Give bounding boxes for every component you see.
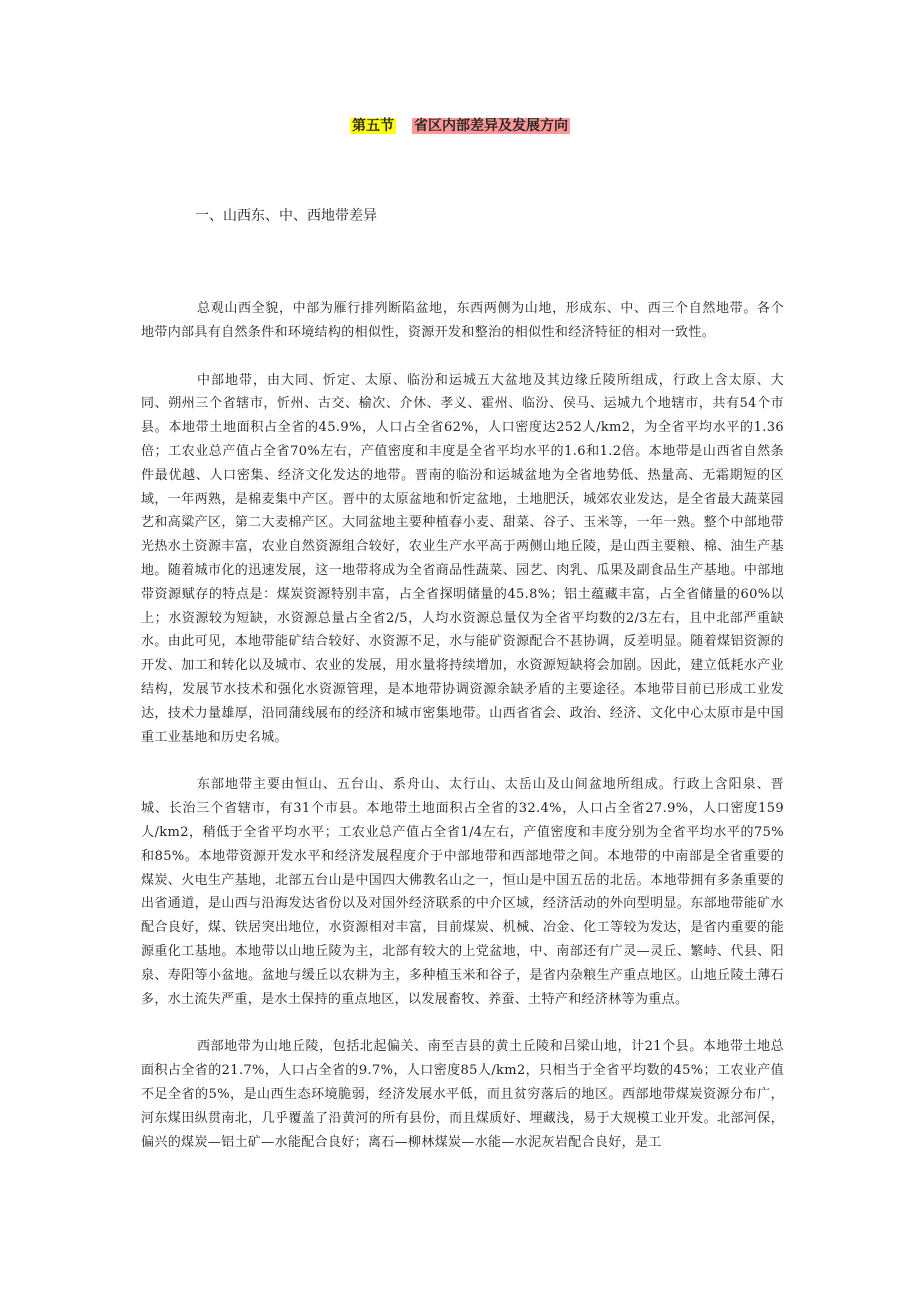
section-title: 省区内部差异及发展方向 — [414, 118, 568, 134]
section-label: 第五节 — [352, 118, 394, 134]
body-text — [141, 297, 784, 1178]
paragraph-central-zone: 中部地带，由大同、忻定、太原、临汾和运城五大盆地及其边缘丘陵所组成，行政上含太原、大同、朔州三个省辖市，忻州、古交、榆次、介休、孝义、霍州、临汾、侯马、运城九个地辖市，共有54个市县。本地带土地面积占全省的45.9%，人口占全省62%，人口密度达252人/km2，为全省平均水平的1.36倍；工农业总产值占全省70%左右，产值密度和丰度是全省平均水平的1.6和1.2倍。本地带是山西省自然条件最优越、人口密集、经济文化发达的地带。晋南的临汾和运城盆地为全省地势低、热量高、无霜期短的区域，一年两熟，是棉麦集中产区。晋中的太原盆地和忻定盆地，土地肥沃，城郊农业发达，是全省最大蔬菜园艺和高粱产区，第二大麦棉产区。大同盆地主要种植春小麦、甜菜、谷子、玉米等，一年一熟。整个中部地带光热水土资源丰富，农业自然资源组合较好，农业生产水平高于两侧山地丘陵，是山西主要粮、棉、油生产基地。随着城市化的迅速发展，这一地带将成为全省商品性蔬菜、园艺、肉乳、瓜果及副食品生产基地。中部地带资源赋存的特点是：煤炭资源特别丰富，占全省探明储量的45.8%；铝土蕴藏丰富，占全省储量的60%以上；水资源较为短缺，水资源总量占全省2/5，人均水资源总量仅为全省平均数的2/3左右，且中北部严重缺水。由此可见，本地带能矿结合较好、水资源不足，水与能矿资源配合不甚协调，反差明显。随着煤铝资源的开发、加工和转化以及城市、农业的发展，用水量将持续增加，水资源短缺将会加剧。因此，建立低耗水产业结构，发展节水技术和强化水资源管理，是本地带协调资源余缺矛盾的主要途径。本地带目前已形成工业发达，技术力量雄厚，沿同蒲线展布的经济和城市密集地带。山西省省会、政治、经济、文化中心太原市是中国重工业基地和历史名城。 — [141, 372, 784, 745]
paragraph-eastern-zone: 东部地带主要由恒山、五台山、系舟山、太行山、太岳山及山间盆地所组成。行政上含阳泉、晋城、长治三个省辖市，有31个市县。本地带土地面积占全省的32.4%，人口占全省27.9%，人口密度159人/km2，稍低于全省平均水平；工农业总产值占全省1/4左右，产值密度和丰度分别为全省平均水平的75%和85%。本地带资源开发水平和经济发展程度介于中部地带和西部地带之间。本地带的中南部是全省重要的煤炭、火电生产基地，北部五台山是中国四大佛教名山之一，恒山是中国五岳的北岳。本地带拥有多条重要的出省通道，是山西与沿海发达省份以及对国外经济联系的中介区域，经济活动的外向型明显。东部地带能矿水配合良好，煤、铁居突出地位，水资源相对丰富，目前煤炭、机械、冶金、化工等较为发达，是省内重要的能源重化工基地。本地带以山地丘陵为主，北部有较大的上党盆地，中、南部还有广灵—灵丘、繁峙、代县、阳泉、寿阳等小盆地。盆地与缓丘以农耕为主，多种植玉米和谷子，是省内杂粮生产重点地区。山地丘陵土薄石多，水土流失严重，是水土保持的重点地区，以发展畜牧、养蚕、土特产和经济林等为重点。 — [141, 777, 784, 1007]
paragraph-overview: 总观山西全貌，中部为雁行排列断陷盆地，东西两侧为山地，形成东、中、西三个自然地带。各个地带内部具有自然条件和环境结构的相似性，资源开发和整治的相似性和经济特征的相对一致性。 — [141, 301, 784, 340]
section-title-row — [0, 116, 920, 136]
subsection-heading: 一、山西东、中、西地带差异 — [195, 208, 377, 224]
paragraph-western-zone: 西部地带为山地丘陵，包括北起偏关、南至吉县的黄土丘陵和吕梁山地，计21个县。本地带土地总面积占全省的21.7%，人口占全省的9.7%，人口密度85人/km2，只相当于全省平均数的45%；工农业产值不足全省的5%，是山西生态环境脆弱，经济发展水平低，而且贫穷落后的地区。西部地带煤炭资源分布广，河东煤田纵贯南北，几乎覆盖了沿黄河的所有县份，而且煤质好、埋藏浅，易于大规模工业开发。北部河保，偏兴的煤炭—铝土矿—水能配合良好；离石—柳林煤炭—水能—水泥灰岩配合良好，是工 — [141, 1039, 784, 1150]
